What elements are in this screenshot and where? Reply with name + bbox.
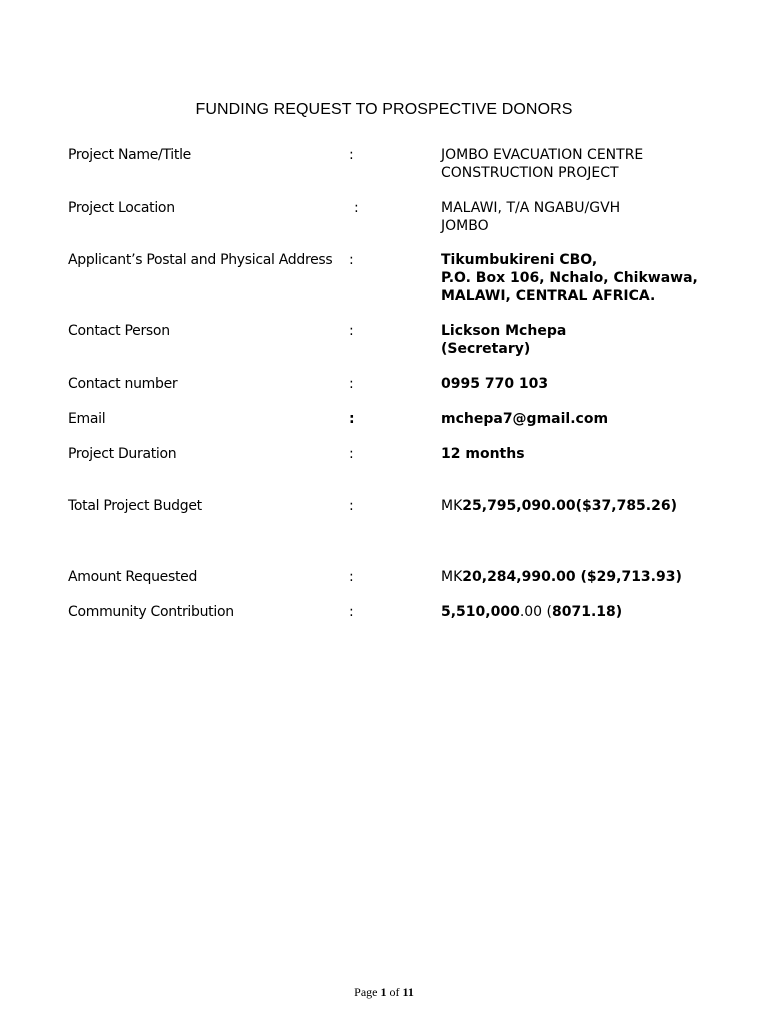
field-label: Amount Requested [68,569,198,585]
field-colon: : [349,376,354,392]
field-value [441,199,620,235]
value-line: MALAWI, T/A NGABU/GVH [441,200,621,216]
value-line: Tikumbukireni CBO, [441,252,598,268]
field-colon: : [349,411,355,427]
page-number: 1 [380,985,387,999]
currency-prefix: MK [441,569,463,585]
field-label: Project Name/Title [68,147,191,163]
field-applicant-address [68,251,708,311]
field-label: Applicant’s Postal and Physical Address [68,252,333,268]
field-label: Project Location [68,200,175,216]
field-colon: : [354,200,359,216]
contribution-amount: 5,510,000 [441,604,520,620]
value-line: Lickson Mchepa [441,323,567,339]
field-label: Community Contribution [68,604,234,620]
value-line: MALAWI, CENTRAL AFRICA. [441,288,656,304]
of-word: of [389,985,400,999]
value-line: JOMBO [441,218,489,234]
value-line: (Secretary) [441,341,531,357]
field-contact-person [68,322,708,382]
field-colon: : [349,252,354,268]
field-colon: : [349,498,354,514]
field-value: 0995 770 103 [441,376,549,392]
field-label: Project Duration [68,446,177,462]
budget-amount: 25,795,090.00($37,785.26) [462,498,677,514]
value-line: JOMBO EVACUATION CENTRE [441,147,644,163]
requested-amount: 20,284,990.00 ($29,713.93) [462,569,682,585]
field-project-duration [68,445,708,505]
field-label: Contact number [68,376,178,392]
field-value [441,251,698,305]
value-line: P.O. Box 106, Nchalo, Chikwawa, [441,270,698,286]
field-colon: : [349,604,354,620]
field-community-contribution [68,603,708,663]
page-title: FUNDING REQUEST TO PROSPECTIVE DONORS [195,101,573,118]
field-colon: : [349,147,354,163]
field-colon: : [349,446,354,462]
page-word: Page [354,985,378,999]
field-value [441,322,566,358]
field-total-budget [68,497,708,557]
field-project-location [68,199,708,259]
value-line: CONSTRUCTION PROJECT [441,165,619,181]
field-value: mchepa7@gmail.com [441,411,609,427]
field-label: Total Project Budget [68,498,202,514]
contribution-usd: 8071.18) [552,604,623,620]
field-value [441,568,682,586]
field-project-name [68,146,708,206]
field-label: Email [68,411,106,427]
field-label: Contact Person [68,323,170,339]
field-colon: : [349,323,354,339]
field-value [441,497,677,515]
field-value [441,603,622,621]
field-value: 12 months [441,446,525,462]
page-footer [0,985,768,1000]
contribution-decimal: .00 ( [519,604,553,620]
field-colon: : [349,569,354,585]
total-pages: 11 [402,985,414,999]
currency-prefix: MK [441,498,463,514]
field-value [441,146,643,182]
